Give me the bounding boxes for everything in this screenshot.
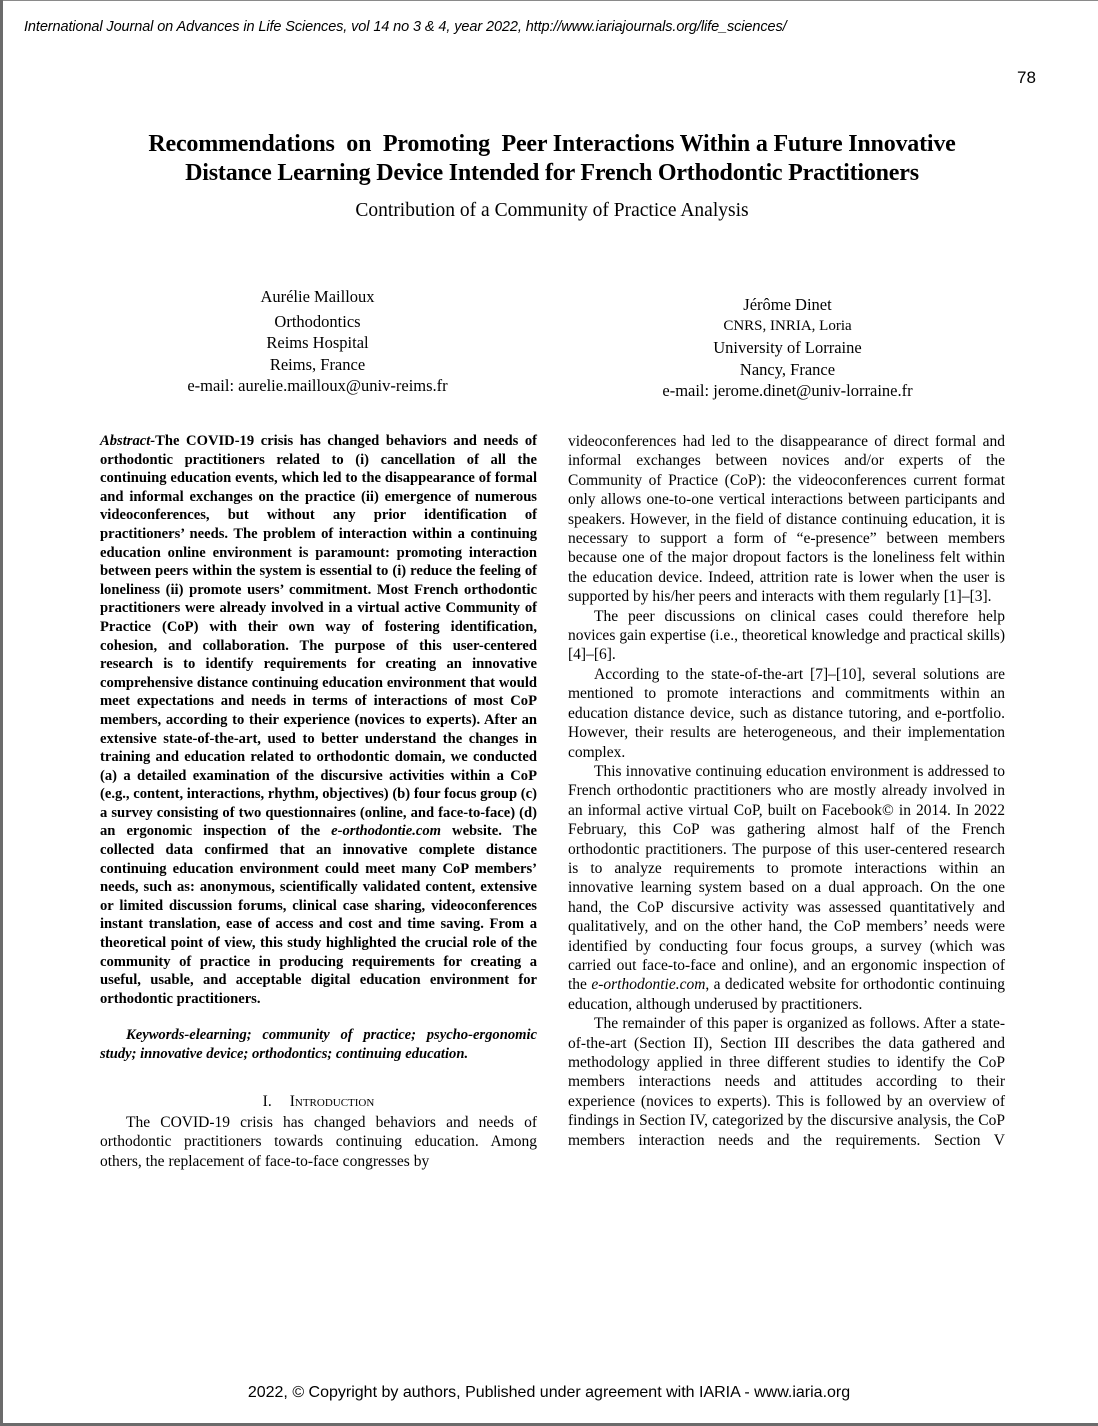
abstract-label: Abstract- [100, 433, 156, 449]
intro-paragraph-1-continued: videoconferences had led to the disappearance of direct formal and informal exchanges between novices and/or experts of the Community of Practice (CoP): the videoconferences current format only allows one-to-one vertical interactions between participants and speakers. However, in the field of distance continuing education, it is necessary to support a form of “e-presence” between members because one of the major dropout factors is the loneliness felt within the education device. Indeed, attrition rate is lower when the user is supported by his/her peers and interacts with them regularly [1]–[3]. [568, 433, 1005, 606]
page-number: 78 [1017, 68, 1036, 87]
abstract-website: e-orthodontie.com [331, 823, 441, 840]
paper-title [60, 130, 1044, 188]
page-border-left [0, 0, 3, 1426]
author-block-1 [150, 286, 485, 397]
author-email: e-mail: aurelie.mailloux@univ-reims.fr [187, 376, 448, 395]
section-heading-introduction [100, 1092, 537, 1111]
running-header: International Journal on Advances in Life Sciences, vol 14 no 3 & 4, year 2022, http://www.iariajournals.org/life_sciences/ [24, 19, 787, 35]
abstract [100, 432, 537, 1008]
author-affiliation: Reims, France [269, 354, 366, 374]
paper-subtitle: Contribution of a Community of Practice Analysis [355, 200, 749, 221]
author-email: e-mail: jerome.dinet@univ-lorraine.fr [662, 381, 913, 400]
author-name: Jérôme Dinet [743, 295, 832, 314]
left-column [100, 432, 537, 1171]
keywords: Keywords-elearning; community of practice; psycho-ergonomic study; innovative device; orthodontics; continuing education. [100, 1027, 537, 1062]
right-column [568, 432, 1005, 1150]
intro-paragraph-5: The remainder of this paper is organized as follows. After a state-of-the-art (Section II), Section III describes the data gathered and methodology applied in three different studies to identify the CoP members interactions needs and attitudes according to their experience (novices to experts). This is followed by an overview of findings in Section IV, categorized by the discursive analysis, the CoP members interaction needs and the requirements. Section V [568, 1015, 1005, 1149]
copyright-footer: 2022, © Copyright by authors, Published under agreement with IARIA - www.iaria.org [247, 1384, 851, 1401]
section-title: Introduction [289, 1092, 375, 1110]
author-block-2 [630, 294, 945, 402]
intro-paragraph-4-text-end: , a dedicated website for orthodontic continuing education, although underused by practitioners. [568, 976, 1005, 1013]
intro-paragraph-4 [568, 762, 1005, 1014]
section-number: I. [262, 1092, 272, 1110]
abstract-text-continued: website. The collected data confirmed that an innovative complete distance continuing education environment could meet many CoP members’ needs, such as: anonymous, scientifically validated content, extensive or limited discussion forums, clinical case sharing, videoconferences instant translation, ease of access and cost and time saving. From a theoretical point of view, this study highlighted the crucial role of the community of practice in producing requirements for creating a useful, usable, and acceptable digital education environment for orthodontic practitioners. [100, 823, 537, 1007]
author-affiliation: University of Lorraine [713, 338, 862, 357]
paper-title-line-1: Recommendations on Promoting Peer Interactions Within a Future Innovative [148, 131, 956, 157]
author-affiliation: CNRS, INRIA, Loria [723, 317, 852, 334]
page-border-top [0, 0, 1098, 1]
author-affiliation: Reims Hospital [266, 333, 369, 352]
intro-paragraph-4-text: This innovative continuing education environment is addressed to French orthodontic practitioners who are mostly already involved in an informal active virtual CoP, built on Facebook© in 2014. In 2022 February, this CoP was gathering almost half of the French orthodontic practitioners. The purpose of this user-centered research is to analyze requirements to promote interactions within an innovative learning system based on a dual approach. On the one hand, the CoP discursive activity was assessed quantitatively and qualitatively, and on the other hand, the CoP members’ needs were identified by conducting four focus groups, a survey (which was carried out face-to-face and online), and an ergonomic inspection of the [568, 762, 1005, 994]
author-name: Aurélie Mailloux [260, 287, 375, 306]
intro-paragraph-1-start: The COVID-19 crisis has changed behaviors and needs of orthodontic practitioners towards continuing education. Among others, the replacement of face-to-face congresses by [100, 1114, 537, 1170]
intro-paragraph-2: The peer discussions on clinical cases could therefore help novices gain expertise (i.e., theoretical knowledge and practical skills) [4]–[6]. [568, 607, 1005, 664]
intro-paragraph-3: According to the state-of-the-art [7]–[10], several solutions are mentioned to promote interactions and commitments within an education distance device, such as distance tutoring, and e-portfolio. However, their results are heterogeneous, and their implementation complex. [568, 665, 1005, 761]
abstract-text: The COVID-19 crisis has changed behaviors and needs of orthodontic practitioners related to (i) cancellation of all the continuing education events, which led to the disappearance of formal and informal exchanges on the practice (ii) emergence of numerous videoconferences, but without any prior identification of practitioners’ needs. The problem of interaction within a continuing education online environment is paramount: promoting interaction between peers within the system is essential to (i) reduce the feeling of loneliness (ii) promote users’ commitment. Most French orthodontic practitioners were already involved in a virtual active Community of Practice (CoP) with their own way of fostering identification, cohesion, and collaboration. The purpose of this user-centered research is to identify requirements for creating an innovative comprehensive distance continuing education environment that would meet expectations and needs in terms of interactions of most CoP members, according to their experience (novices to experts). After an extensive state-of-the-art, used to better understand the changes in training and education related to orthodontic domain, we conducted (a) a detailed examination of the discursive activities within a CoP (e.g., content, interactions, rhythm, objectives) (b) four focus group (c) a survey consisting of two questionnaires (online, and face-to-face) (d) an ergonomic inspection of the [100, 433, 537, 840]
author-affiliation: Nancy, France [739, 359, 836, 379]
author-affiliation: Orthodontics [274, 311, 361, 331]
paper-title-line-2: Distance Learning Device Intended for French Orthodontic Practitioners [185, 160, 919, 186]
intro-paragraph-4-website: e-orthodontie.com [591, 976, 706, 994]
